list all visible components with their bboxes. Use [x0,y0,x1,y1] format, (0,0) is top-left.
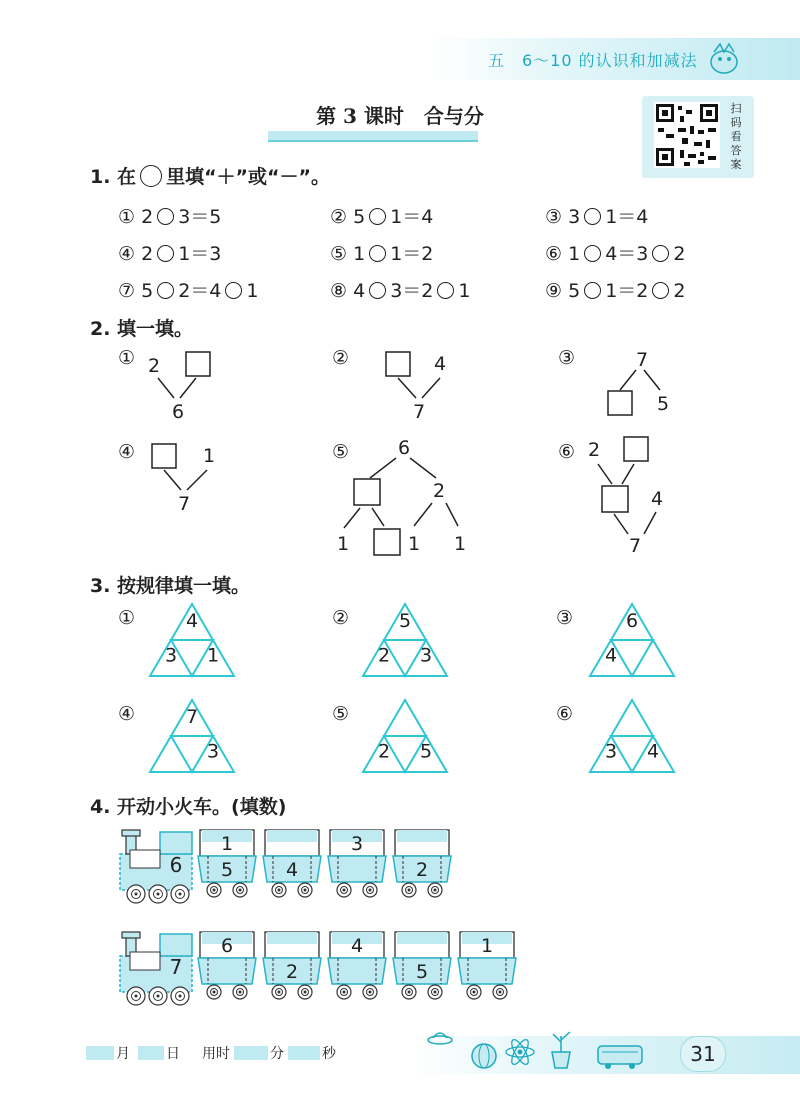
train-car [393,830,451,897]
train-car [393,932,451,999]
minute-label: 分 [270,1046,284,1062]
day-label: 日 [166,1046,180,1062]
t5-leaf-4: 1 [454,533,467,555]
t5-blank-mid[interactable] [354,479,380,505]
train-car [328,830,386,897]
triangle-cell-left: 2 [377,644,391,667]
t5-leaf-3: 1 [408,533,421,555]
t3-right: 5 [657,393,670,415]
t6-total: 7 [629,535,642,557]
bus-icon [598,1046,642,1069]
t2-right: 4 [434,353,447,375]
q3-label-5: ⑤ [332,703,350,725]
car-top-number: 1 [220,833,234,855]
t4-total: 7 [178,493,191,515]
triangle-cell-right: 4 [646,740,660,763]
q1-heading: 1. 在 里填“＋”或“－”。 [90,166,331,188]
engine-number: 6 [169,853,183,877]
page-number: 31 [680,1036,726,1072]
t1-blank[interactable] [186,352,210,376]
atom-icon [506,1037,534,1066]
number-triangle [590,604,674,676]
number-triangle [150,604,234,676]
q1-item-8: ⑧ 4 3＝2 1 [330,280,471,302]
t2-total: 7 [413,401,426,423]
q1-item-5: ⑤ 1 1＝2 [330,243,434,265]
q3-label-6: ⑥ [556,703,574,725]
q1-item-4: ④ 2 1＝3 [118,243,222,265]
car-bottom-number: 5 [220,859,234,881]
q3-label-3: ③ [556,607,574,629]
engine-number: 7 [169,955,183,979]
triangle-cell-left: 3 [164,644,178,667]
second-label: 秒 [322,1046,336,1062]
triangle-cell-top: 7 [185,706,199,729]
chapter-title: 五 6～10 的认识和加减法 [488,51,698,70]
q1-item-1: ① 2 3＝5 [118,206,222,228]
q2-label-6: ⑥ [558,441,576,463]
q3-heading: 3. 按规律填一填。 [90,575,251,597]
train-car [198,830,256,897]
t5-leaf-1: 1 [337,533,350,555]
q2-label-1: ① [118,347,136,369]
triangle-cell-right: 3 [206,740,220,763]
t6-top-left: 2 [588,439,601,461]
car-top-number: 3 [350,833,364,855]
number-triangle [363,700,447,772]
q4-trains [0,820,800,1010]
q2-heading: 2. 填一填。 [90,318,194,340]
t3-blank[interactable] [608,391,632,415]
ufo-icon [428,1033,452,1044]
t6-blank-top[interactable] [624,437,648,461]
car-bottom-number: 2 [415,859,429,881]
train-car [263,830,321,897]
triangle-cell-left: 4 [604,644,618,667]
engine [120,830,192,903]
triangle-cell-top: 5 [398,610,412,633]
car-bottom-number: 5 [415,961,429,983]
t5-top: 6 [398,437,411,459]
number-triangle [150,700,234,772]
t6-mid-right: 4 [651,488,664,510]
triangle-cell-left: 3 [604,740,618,763]
car-bottom-number: 4 [285,859,299,881]
t5-mid-right: 2 [433,480,446,502]
train-car [458,932,516,999]
q3-label-4: ④ [118,703,136,725]
engine [120,932,192,1005]
plant-icon [552,1032,570,1068]
triangle-cell-left: 2 [377,740,391,763]
q1-item-2: ② 5 1＝4 [330,206,434,228]
q2-label-5: ⑤ [332,441,350,463]
q1-item-3: ③ 3 1＝4 [545,206,649,228]
q2-label-4: ④ [118,441,136,463]
number-triangle [363,604,447,676]
train-car [263,932,321,999]
car-top-number: 4 [350,935,364,957]
lesson-title: 第 3 课时 合与分 [316,104,484,128]
triangle-cell-right: 5 [419,740,433,763]
t1-total: 6 [172,401,185,423]
globe-icon [472,1044,496,1068]
t5-blank-leaf[interactable] [374,529,400,555]
triangle-cell-top: 4 [185,610,199,633]
triangle-cell-right: 3 [419,644,433,667]
t1-left: 2 [148,355,161,377]
q3-triangles [0,590,800,790]
car-top-number: 1 [480,935,494,957]
train-car [328,932,386,999]
time-used-label: 用时 [202,1046,230,1062]
q1-item-6: ⑥ 1 4＝3 2 [545,243,686,265]
t4-right: 1 [203,445,216,467]
q2-label-3: ③ [558,347,576,369]
triangle-cell-top: 6 [625,610,639,633]
month-label: 月 [116,1046,130,1062]
q1-item-7: ⑦ 5 2＝4 1 [118,280,259,302]
qr-caption: 扫 码 看 答 案 [730,102,742,171]
car-bottom-number: 2 [285,961,299,983]
q1-item-9: ⑨ 5 1＝2 2 [545,280,686,302]
number-triangle [590,700,674,772]
t3-top: 7 [636,349,649,371]
q3-label-2: ② [332,607,350,629]
time-record-bar [86,1046,346,1062]
t6-blank-mid[interactable] [602,486,628,512]
t4-blank[interactable] [152,444,176,468]
q2-label-2: ② [332,347,350,369]
t2-blank[interactable] [386,352,410,376]
footer-decorations [420,1026,660,1074]
train-car [198,932,256,999]
q3-label-1: ① [118,607,136,629]
car-top-number: 6 [220,935,234,957]
triangle-cell-right: 1 [206,644,220,667]
q4-heading: 4. 开动小火车。(填数) [90,796,287,818]
